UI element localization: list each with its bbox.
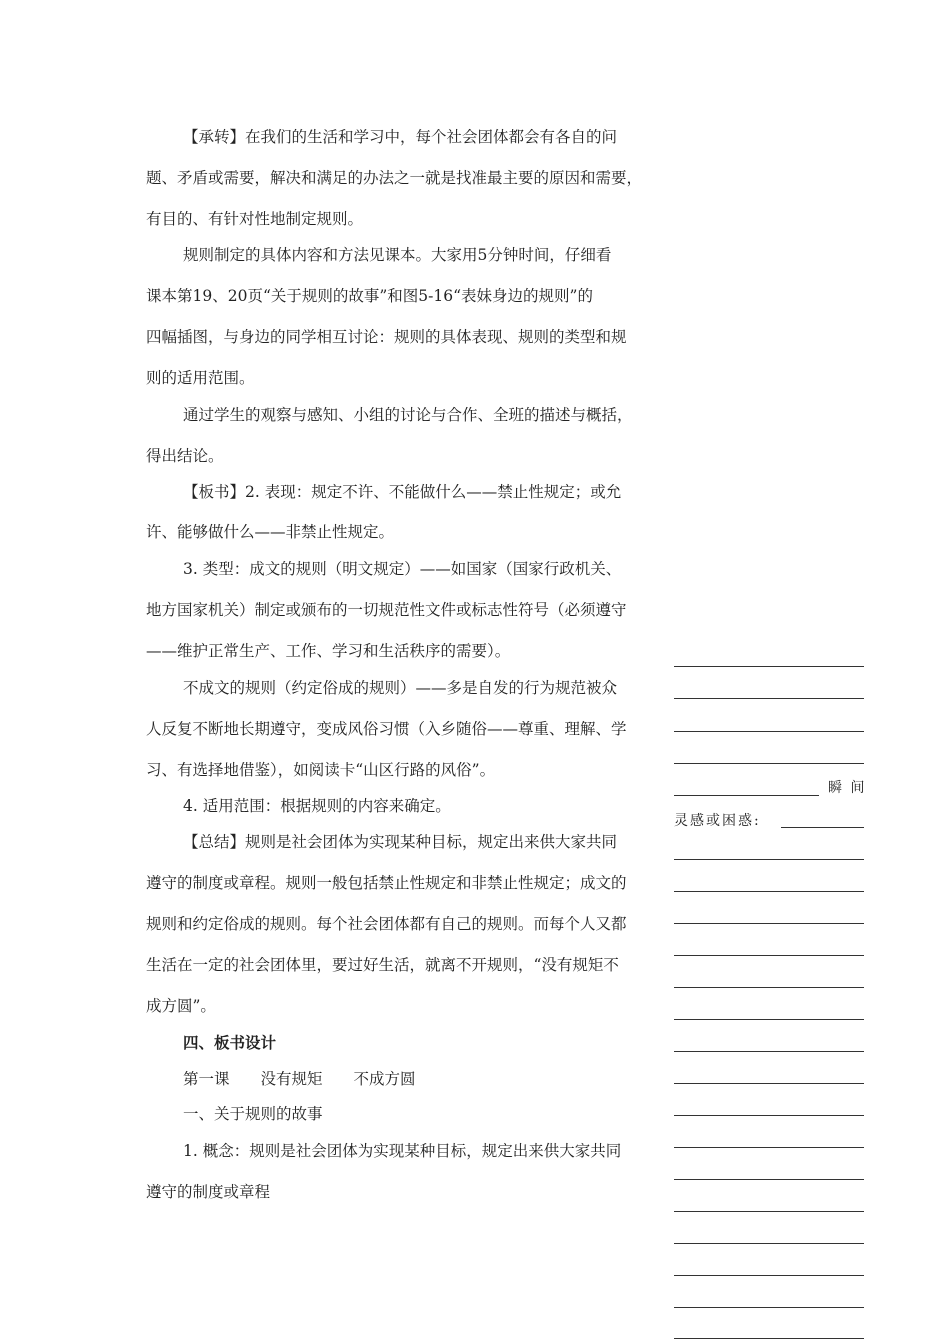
section-heading: 四、板书设计 bbox=[183, 1033, 277, 1052]
paragraph-line: 课本第19、20页“关于规则的故事”和图5-16“表妹身边的规则”的 bbox=[146, 287, 593, 305]
note-line bbox=[674, 1307, 864, 1308]
note-line bbox=[674, 1338, 864, 1339]
paragraph-line: 3. 类型：成文的规则（明文规定）——如国家（国家行政机关、 bbox=[183, 560, 622, 578]
note-line bbox=[674, 1179, 864, 1180]
paragraph-line: 习、有选择地借鉴），如阅读卡“山区行路的风俗”。 bbox=[146, 761, 496, 779]
note-line bbox=[674, 955, 864, 956]
note-line bbox=[674, 795, 819, 796]
note-line bbox=[674, 859, 864, 860]
note-line bbox=[674, 731, 864, 732]
note-line bbox=[674, 1243, 864, 1244]
paragraph-line: 人反复不断地长期遵守，变成风俗习惯（入乡随俗——尊重、理解、学 bbox=[146, 720, 627, 738]
paragraph-line: 通过学生的观察与感知、小组的讨论与合作、全班的描述与概括， bbox=[183, 406, 633, 424]
paragraph-line: 有目的、有针对性地制定规则。 bbox=[146, 210, 364, 228]
paragraph-line: 不成文的规则（约定俗成的规则）——多是自发的行为规范被众 bbox=[183, 679, 618, 697]
paragraph-line: 4. 适用范围：根据规则的内容来确定。 bbox=[183, 797, 451, 815]
board-design-subheading: 一、关于规则的故事 bbox=[183, 1105, 323, 1123]
paragraph-line: 【总结】规则是社会团体为实现某种目标，规定出来供大家共同 bbox=[183, 833, 618, 851]
paragraph-line: 遵守的制度或章程。规则一般包括禁止性规定和非禁止性规定；成文的 bbox=[146, 874, 627, 892]
note-line bbox=[674, 923, 864, 924]
note-line bbox=[674, 698, 864, 699]
paragraph-line: ——维护正常生产、工作、学习和生活秩序的需要）。 bbox=[146, 642, 511, 660]
note-line bbox=[674, 1051, 864, 1052]
moment-label: 瞬 间 bbox=[828, 780, 867, 796]
paragraph-line: 规则制定的具体内容和方法见课本。大家用5分钟时间，仔细看 bbox=[183, 246, 612, 264]
note-line bbox=[674, 1147, 864, 1148]
note-line bbox=[674, 1083, 864, 1084]
note-line bbox=[674, 1019, 864, 1020]
note-line bbox=[674, 1211, 864, 1212]
paragraph-line: 遵守的制度或章程 bbox=[146, 1183, 271, 1201]
note-line bbox=[674, 1275, 864, 1276]
paragraph-line: 四幅插图，与身边的同学相互讨论：规则的具体表现、规则的类型和规 bbox=[146, 328, 627, 346]
paragraph-line: 成方圆”。 bbox=[146, 997, 216, 1015]
note-line bbox=[674, 987, 864, 988]
note-line bbox=[781, 827, 864, 828]
paragraph-line: 则的适用范围。 bbox=[146, 369, 255, 387]
paragraph-line: 题、矛盾或需要，解决和满足的办法之一就是找准最主要的原因和需要， bbox=[146, 169, 643, 187]
paragraph-line: 得出结论。 bbox=[146, 447, 224, 465]
paragraph-line: 规则和约定俗成的规则。每个社会团体都有自己的规则。而每个人又都 bbox=[146, 915, 627, 933]
note-line bbox=[674, 891, 864, 892]
note-line bbox=[674, 1115, 864, 1116]
board-design-title: 第一课 没有规矩 不成方圆 bbox=[183, 1070, 416, 1088]
inspiration-label: 灵感或困惑: bbox=[674, 813, 761, 829]
paragraph-line: 地方国家机关）制定或颁布的一切规范性文件或标志性符号（必须遵守 bbox=[146, 601, 627, 619]
note-line bbox=[674, 763, 864, 764]
note-line bbox=[674, 666, 864, 667]
paragraph-line: 【板书】2. 表现：规定不许、不能做什么——禁止性规定；或允 bbox=[183, 483, 622, 501]
paragraph-line: 1. 概念：规则是社会团体为实现某种目标，规定出来供大家共同 bbox=[183, 1142, 622, 1160]
paragraph-line: 许、能够做什么——非禁止性规定。 bbox=[146, 523, 395, 541]
paragraph-line: 生活在一定的社会团体里，要过好生活，就离不开规则，“没有规矩不 bbox=[146, 956, 619, 974]
paragraph-line: 【承转】在我们的生活和学习中，每个社会团体都会有各自的问 bbox=[183, 128, 618, 146]
